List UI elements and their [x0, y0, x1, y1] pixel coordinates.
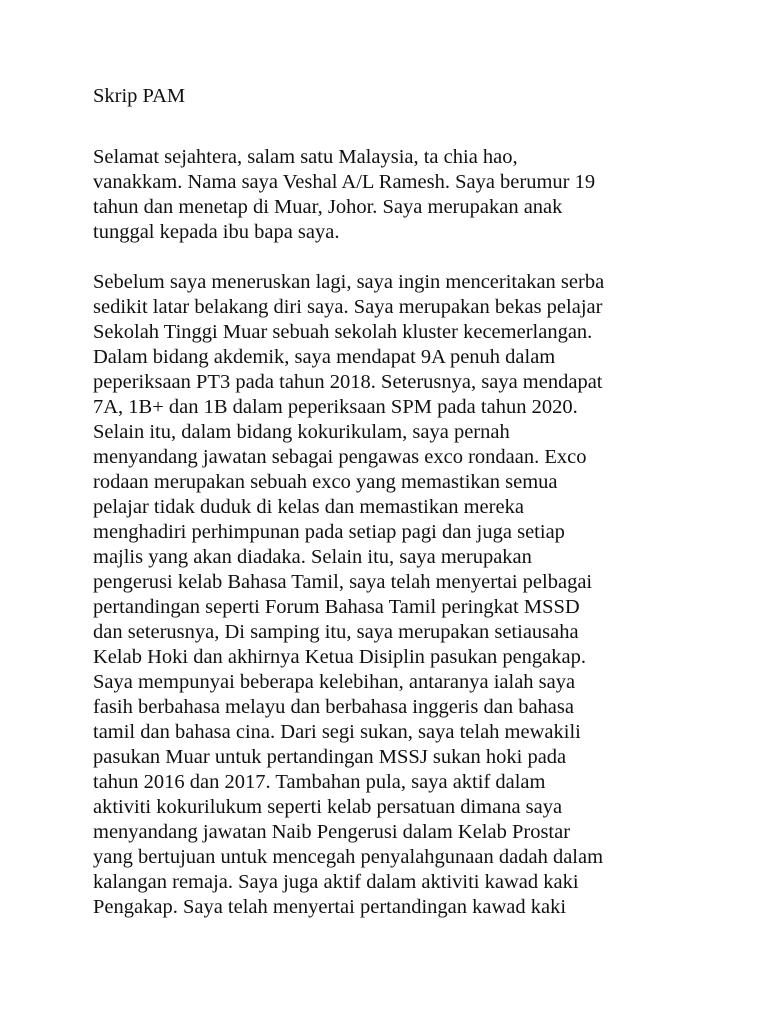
text-line: pasukan Muar untuk pertandingan MSSJ sukan hoki pada [93, 746, 567, 768]
text-line: yang bertujuan untuk mencegah penyalahgunaan dadah dalam [93, 846, 604, 868]
text-line: rodaan merupakan sebuah exco yang memastikan semua [93, 471, 558, 493]
paragraph-greeting [93, 145, 673, 245]
text-line: menyandang jawatan sebagai pengawas exco rondaan. Exco [93, 446, 587, 468]
text-line: tahun 2016 dan 2017. Tambahan pula, saya aktif dalam [93, 771, 546, 793]
text-line: dan seterusnya, Di samping itu, saya merupakan setiausaha [93, 621, 579, 643]
text-line: Kelab Hoki dan akhirnya Ketua Disiplin pasukan pengakap. [93, 646, 587, 668]
text-line: pertandingan seperti Forum Bahasa Tamil peringkat MSSD [93, 596, 580, 618]
document-title: Skrip PAM [93, 85, 186, 107]
text-line: Dalam bidang akdemik, saya mendapat 9A penuh dalam [93, 346, 556, 368]
text-line: vanakkam. Nama saya Veshal A/L Ramesh. Saya berumur 19 [93, 171, 596, 193]
text-line: majlis yang akan diadaka. Selain itu, saya merupakan [93, 546, 532, 568]
text-line: 7A, 1B+ dan 1B dalam peperiksaan SPM pada tahun 2020. [93, 396, 578, 418]
paragraph-background [93, 270, 673, 920]
text-line: aktiviti kokurilukum seperti kelab persatuan dimana saya [93, 796, 563, 818]
text-line: pelajar tidak duduk di kelas dan memastikan mereka [93, 496, 524, 518]
text-line: Selamat sejahtera, salam satu Malaysia, ta chia hao, [93, 146, 518, 168]
text-line: kalangan remaja. Saya juga aktif dalam aktiviti kawad kaki [93, 871, 579, 893]
text-line: tamil dan bahasa cina. Dari segi sukan, saya telah mewakili [93, 721, 581, 743]
text-line: fasih berbahasa melayu dan berbahasa inggeris dan bahasa [93, 696, 574, 718]
text-line: menyandang jawatan Naib Pengerusi dalam Kelab Prostar [93, 821, 571, 843]
text-line: Pengakap. Saya telah menyertai pertandingan kawad kaki [93, 896, 567, 918]
text-line: tunggal kepada ibu bapa saya. [93, 221, 340, 243]
text-line: Sekolah Tinggi Muar sebuah sekolah kluster kecemerlangan. [93, 321, 593, 343]
text-line: tahun dan menetap di Muar, Johor. Saya merupakan anak [93, 196, 563, 218]
document-page [93, 84, 673, 945]
text-line: Selain itu, dalam bidang kokurikulam, saya pernah [93, 421, 510, 443]
text-line: pengerusi kelab Bahasa Tamil, saya telah menyertai pelbagai [93, 571, 593, 593]
text-line: menghadiri perhimpunan pada setiap pagi dan juga setiap [93, 521, 565, 543]
text-line: sedikit latar belakang diri saya. Saya merupakan bekas pelajar [93, 296, 603, 318]
text-line: peperiksaan PT3 pada tahun 2018. Seterusnya, saya mendapat [93, 371, 603, 393]
text-line: Sebelum saya meneruskan lagi, saya ingin menceritakan serba [93, 271, 605, 293]
text-line: Saya mempunyai beberapa kelebihan, antaranya ialah saya [93, 671, 576, 693]
